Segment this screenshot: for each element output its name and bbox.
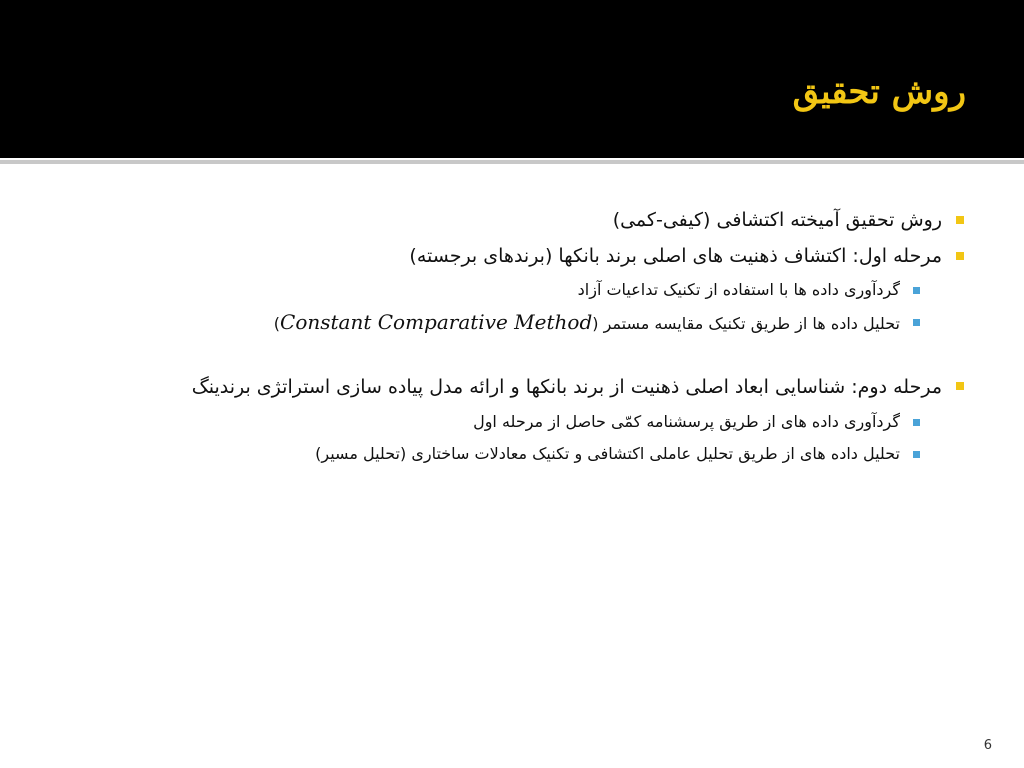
sub-bullet-phase2-collection bbox=[102, 406, 900, 438]
bullet-phase2-text: مرحله دوم: شناسایی ابعاد اصلی ذهنیت از برند بانکها و ارائه مدل پیاده سازی استراتژی برندینگ bbox=[191, 376, 942, 398]
page-number: 6 bbox=[983, 738, 992, 753]
square-sub-bullet-icon bbox=[913, 419, 920, 426]
square-sub-bullet-icon bbox=[913, 287, 920, 294]
spacer bbox=[102, 340, 942, 368]
slide-title: روش تحقیق bbox=[792, 72, 966, 112]
sub-bullet-phase1-analysis-suffix: ) bbox=[273, 314, 281, 333]
method-name-latin: Constant Comparative Method bbox=[280, 310, 593, 334]
sub-bullet-phase1-analysis bbox=[102, 306, 900, 340]
sub-bullet-phase2-collection-text: گردآوری داده های از طریق پرسشنامه کمّی حاصل از مرحله اول bbox=[473, 412, 900, 431]
bullet-method-text: روش تحقیق آمیخته اکتشافی (کیفی-کمی) bbox=[612, 209, 942, 231]
header-divider bbox=[0, 160, 1024, 164]
sub-bullet-phase1-collection-text: گردآوری داده ها با استفاده از تکنیک تداعیات آزاد bbox=[577, 280, 900, 299]
sub-bullet-phase2-analysis bbox=[102, 438, 900, 470]
bullet-phase1-text: مرحله اول: اکتشاف ذهنیت های اصلی برند بانکها (برندهای برجسته) bbox=[409, 245, 942, 267]
square-bullet-icon bbox=[956, 252, 964, 260]
square-bullet-icon bbox=[956, 216, 964, 224]
bullet-phase2 bbox=[102, 368, 942, 406]
bullet-method bbox=[102, 202, 942, 238]
square-sub-bullet-icon bbox=[913, 319, 920, 326]
sub-bullet-phase1-collection bbox=[102, 274, 900, 306]
sub-bullet-phase1-analysis-prefix: تحلیل داده ها از طریق تکنیک مقایسه مستمر ( bbox=[592, 314, 900, 333]
bullet-phase1 bbox=[102, 238, 942, 274]
slide-content bbox=[102, 202, 942, 470]
square-sub-bullet-icon bbox=[913, 451, 920, 458]
sub-bullet-phase2-analysis-text: تحلیل داده های از طریق تحلیل عاملی اکتشافی و تکنیک معادلات ساختاری (تحلیل مسیر) bbox=[315, 444, 900, 463]
slide-header bbox=[0, 0, 1024, 158]
square-bullet-icon bbox=[956, 382, 964, 390]
